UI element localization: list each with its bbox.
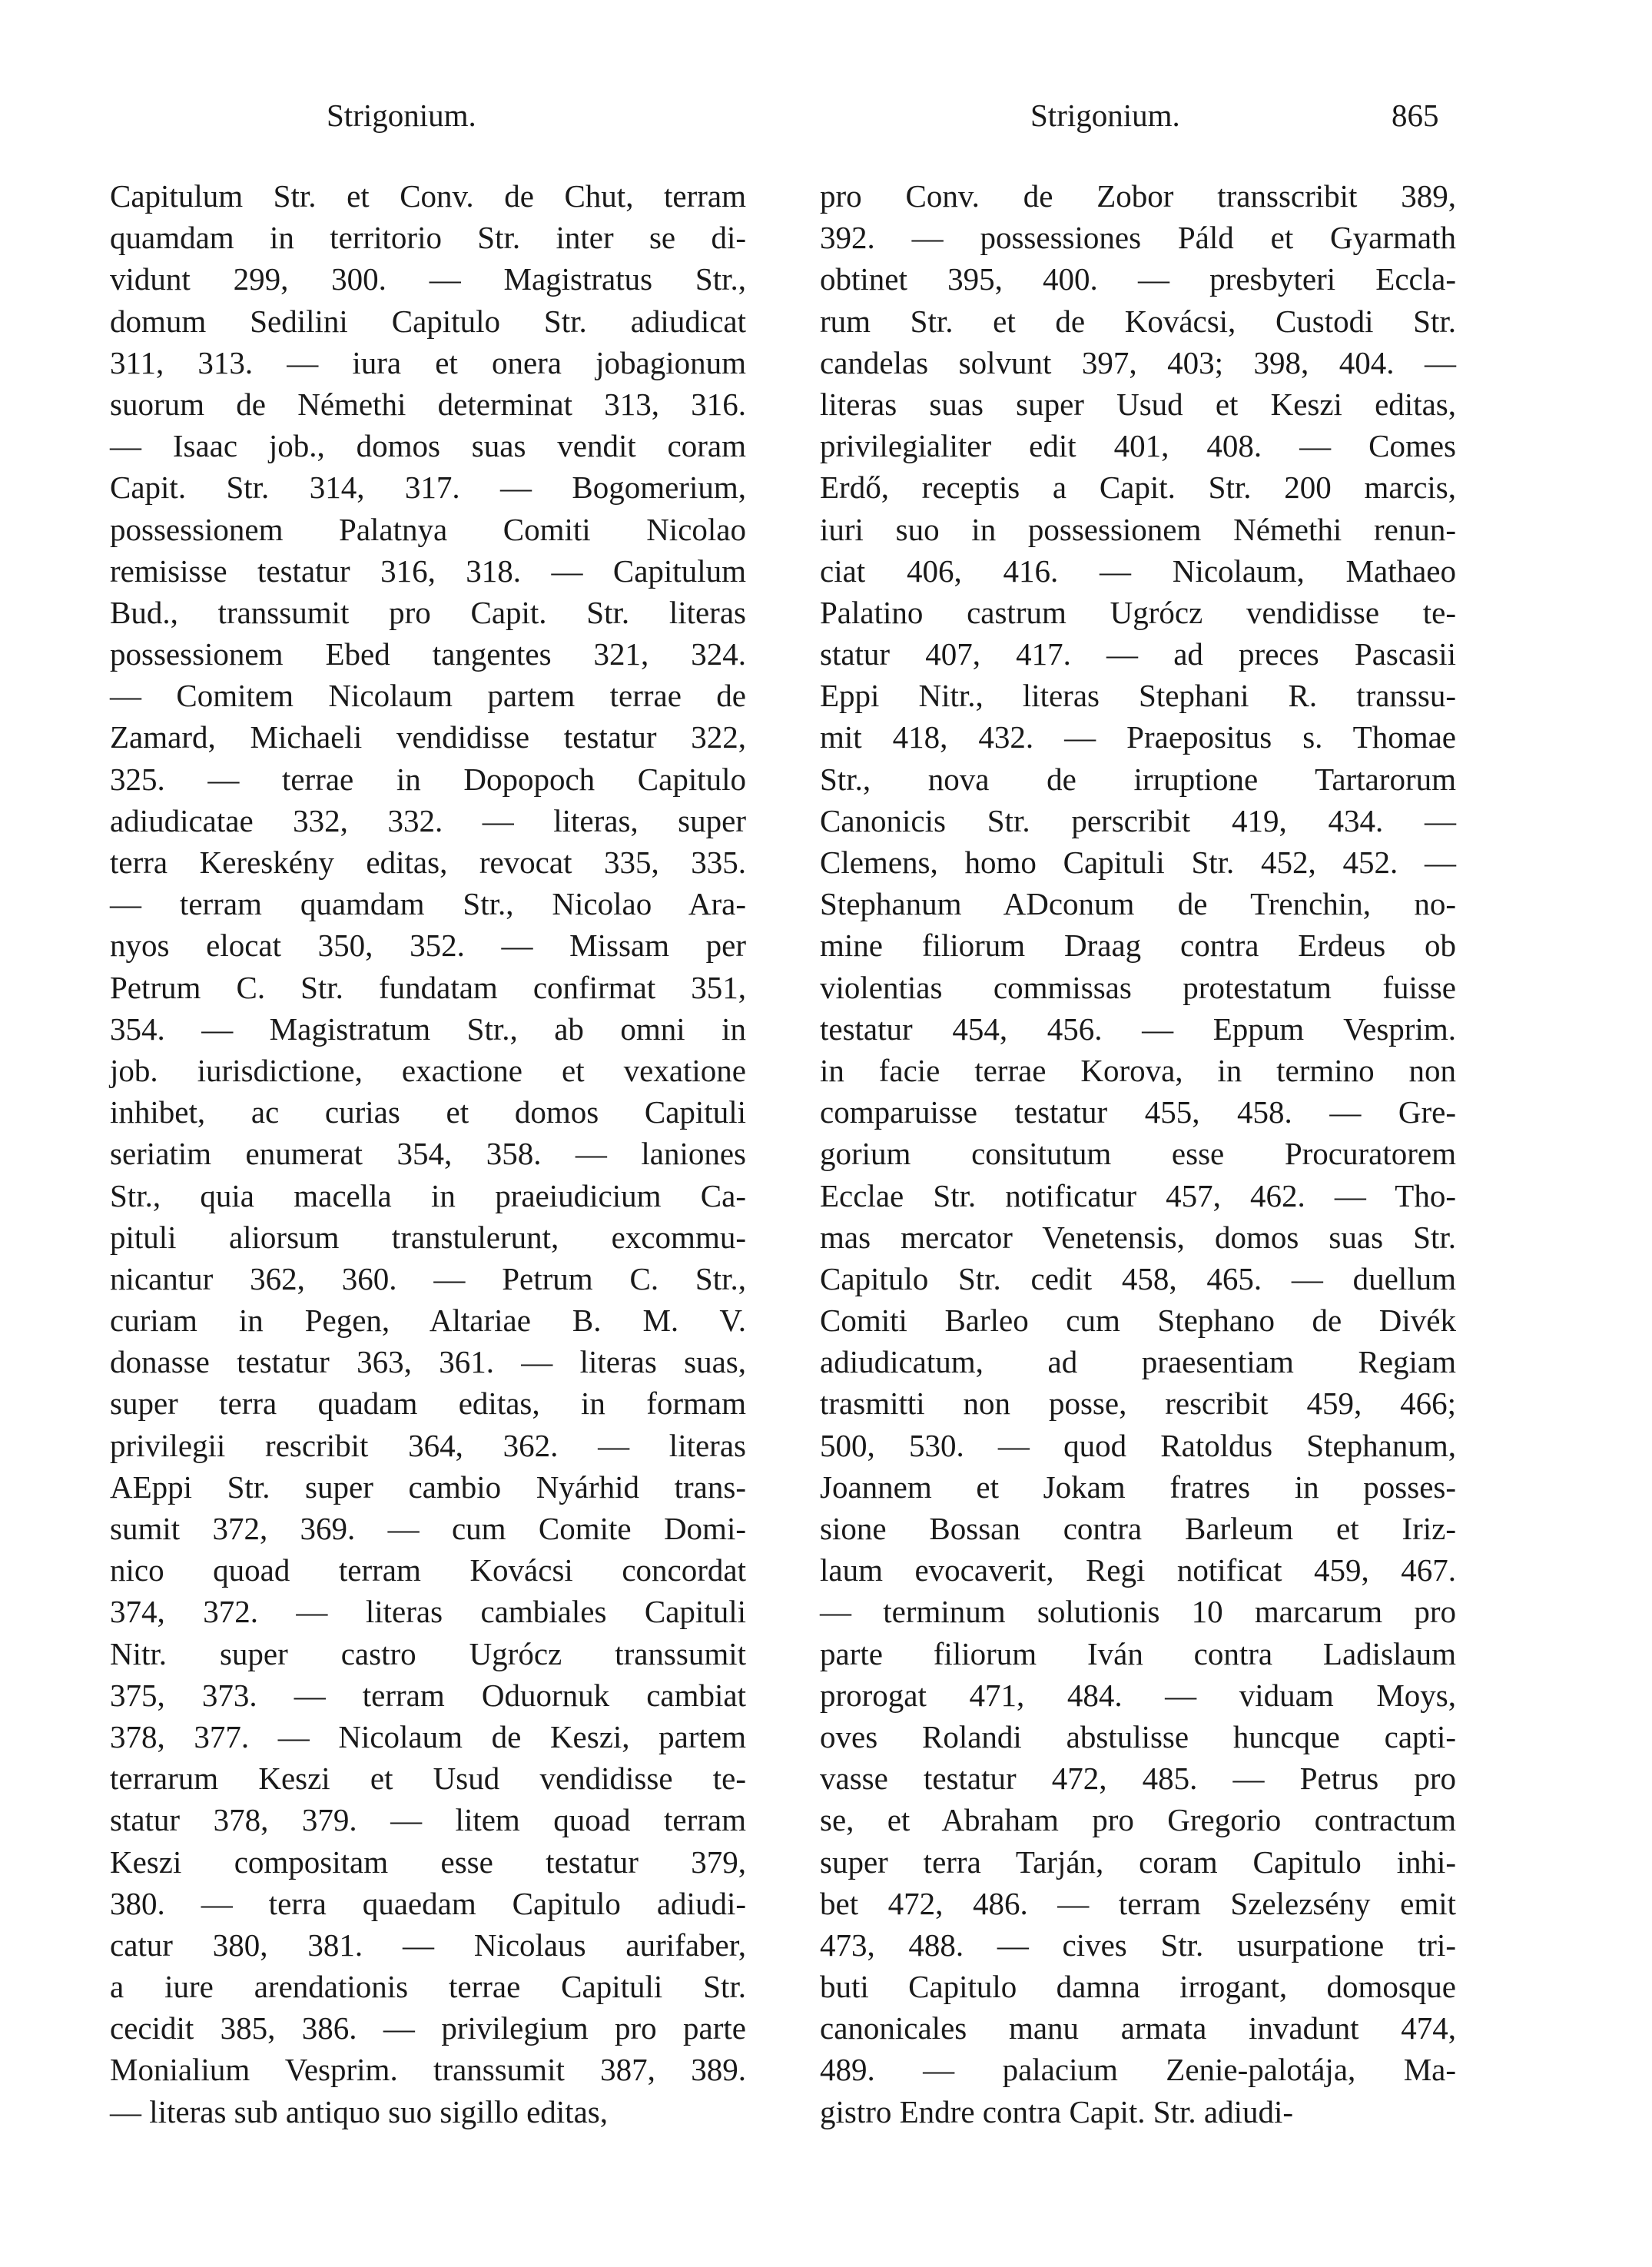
text-line: mas mercator Venetensis, domos suas Str. [820, 1219, 1456, 1255]
text-line: vidunt 299, 300. — Magistratus Str., [110, 261, 746, 297]
text-line: Clemens, homo Capituli Str. 452, 452. — [820, 845, 1456, 880]
text-line: super terra quadam editas, in formam [110, 1386, 746, 1422]
text-line: canonicales manu armata invadunt 474, [820, 2010, 1456, 2046]
text-line: mine filiorum Draag contra Erdeus ob [820, 928, 1456, 964]
text-line: curiam in Pegen, Altariae B. M. V. [110, 1303, 746, 1339]
text-line: 392. — possessiones Páld et Gyarmath [820, 220, 1456, 256]
text-line: privilegialiter edit 401, 408. — Comes [820, 428, 1456, 464]
text-line: 473, 488. — cives Str. usurpatione tri- [820, 1927, 1456, 1963]
text-line: Stephanum ADconum de Trenchin, no- [820, 886, 1456, 922]
text-line: — terram quamdam Str., Nicolao Ara- [110, 886, 746, 922]
text-line: nico quoad terram Kovácsi concordat [110, 1552, 746, 1588]
text-line: 380. — terra quaedam Capitulo adiudi- [110, 1885, 746, 1921]
text-line: bet 472, 486. — terram Szelezsény emit [820, 1885, 1456, 1921]
text-line: Erdő, receptis a Capit. Str. 200 marcis, [820, 470, 1456, 506]
text-line: Nitr. super castro Ugrócz transsumit [110, 1635, 746, 1671]
text-line: iuri suo in possessionem Némethi renun- [820, 511, 1456, 547]
page-number: 865 [1392, 98, 1439, 133]
text-line: adiudicatae 332, 332. — literas, super [110, 802, 746, 838]
text-line: violentias commissas protestatum fuisse [820, 969, 1456, 1005]
text-line: privilegii rescribit 364, 362. — literas [110, 1427, 746, 1463]
text-line: — Isaac job., domos suas vendit coram [110, 428, 746, 464]
text-line: — Comitem Nicolaum partem terrae de [110, 678, 746, 714]
text-line: — literas sub antiquo suo sigillo editas, [110, 2093, 608, 2129]
text-line: Comiti Barleo cum Stephano de Divék [820, 1303, 1456, 1339]
text-line: candelas solvunt 397, 403; 398, 404. — [820, 344, 1456, 380]
text-line: Keszi compositam esse testatur 379, [110, 1844, 746, 1880]
text-line: Eppi Nitr., literas Stephani R. transsu- [820, 678, 1456, 714]
text-line: sumit 372, 369. — cum Comite Domi- [110, 1511, 746, 1546]
text-line: pituli aliorsum transtulerunt, excommu- [110, 1219, 746, 1255]
running-head-left: Strigonium. [327, 98, 476, 133]
text-line: nicantur 362, 360. — Petrum C. Str., [110, 1260, 746, 1296]
text-line: 500, 530. — quod Ratoldus Stephanum, [820, 1427, 1456, 1463]
text-line: terrarum Keszi et Usud vendidisse te- [110, 1761, 746, 1797]
text-line: AEppi Str. super cambio Nyárhid trans- [110, 1469, 746, 1505]
text-line: cecidit 385, 386. — privilegium pro parte [110, 2010, 746, 2046]
text-line: Str., quia macella in praeiudicium Ca- [110, 1177, 746, 1213]
text-line: testatur 454, 456. — Eppum Vesprim. [820, 1011, 1456, 1047]
text-line: prorogat 471, 484. — viduam Moys, [820, 1677, 1456, 1713]
running-head-right: Strigonium. [1030, 98, 1180, 133]
text-line: Monialium Vesprim. transsumit 387, 389. [110, 2052, 746, 2088]
text-line: ciat 406, 416. — Nicolaum, Mathaeo [820, 553, 1456, 589]
text-line: 375, 373. — terram Oduornuk cambiat [110, 1677, 746, 1713]
text-line: comparuisse testatur 455, 458. — Gre- [820, 1094, 1456, 1130]
left-text-column [110, 175, 746, 2133]
text-line: terra Kereskény editas, revocat 335, 335. [110, 845, 746, 880]
text-line: Petrum C. Str. fundatam confirmat 351, [110, 969, 746, 1005]
text-line: rum Str. et de Kovácsi, Custodi Str. [820, 303, 1456, 339]
text-line: mit 418, 432. — Praepositus s. Thomae [820, 719, 1456, 755]
text-line: Canonicis Str. perscribit 419, 434. — [820, 802, 1456, 838]
text-line: obtinet 395, 400. — presbyteri Eccla- [820, 261, 1456, 297]
text-line: gistro Endre contra Capit. Str. adiudi- [820, 2093, 1294, 2129]
text-line: Joannem et Jokam fratres in posses- [820, 1469, 1456, 1505]
text-line: quamdam in territorio Str. inter se di- [110, 220, 746, 256]
text-line: in facie terrae Korova, in termino non [820, 1052, 1456, 1088]
text-line: seriatim enumerat 354, 358. — laniones [110, 1136, 746, 1172]
text-line: 489. — palacium Zenie-palotája, Ma- [820, 2052, 1456, 2088]
text-line: job. iurisdictione, exactione et vexatione [110, 1052, 746, 1088]
text-line: adiudicatum, ad praesentiam Regiam [820, 1344, 1456, 1380]
text-line: se, et Abraham pro Gregorio contractum [820, 1802, 1456, 1838]
text-line: laum evocaverit, Regi notificat 459, 467. [820, 1552, 1456, 1588]
text-line: domum Sedilini Capitulo Str. adiudicat [110, 303, 746, 339]
text-line: buti Capitulo damna irrogant, domosque [820, 1969, 1456, 2005]
right-text-column [820, 175, 1456, 2133]
text-line: oves Rolandi abstulisse huncque capti- [820, 1718, 1456, 1754]
text-line: Capit. Str. 314, 317. — Bogomerium, [110, 470, 746, 506]
text-line: statur 378, 379. — litem quoad terram [110, 1802, 746, 1838]
text-line: catur 380, 381. — Nicolaus aurifaber, [110, 1927, 746, 1963]
text-line: pro Conv. de Zobor transscribit 389, [820, 178, 1456, 214]
text-line: donasse testatur 363, 361. — literas suas, [110, 1344, 746, 1380]
text-line: possessionem Ebed tangentes 321, 324. [110, 636, 746, 672]
text-line: Str., nova de irruptione Tartarorum [820, 761, 1456, 797]
text-line: 311, 313. — iura et onera jobagionum [110, 344, 746, 380]
text-line: parte filiorum Iván contra Ladislaum [820, 1635, 1456, 1671]
text-line: statur 407, 417. — ad preces Pascasii [820, 636, 1456, 672]
text-line: Bud., transsumit pro Capit. Str. literas [110, 594, 746, 630]
text-line: remisisse testatur 316, 318. — Capitulum [110, 553, 746, 589]
text-line: trasmitti non posse, rescribit 459, 466; [820, 1386, 1456, 1422]
text-line: Zamard, Michaeli vendidisse testatur 322, [110, 719, 746, 755]
text-line: Ecclae Str. notificatur 457, 462. — Tho- [820, 1177, 1456, 1213]
text-line: super terra Tarján, coram Capitulo inhi- [820, 1844, 1456, 1880]
text-line: 325. — terrae in Dopopoch Capitulo [110, 761, 746, 797]
text-line: inhibet, ac curias et domos Capituli [110, 1094, 746, 1130]
text-line: sione Bossan contra Barleum et Iriz- [820, 1511, 1456, 1546]
text-line: Capitulum Str. et Conv. de Chut, terram [110, 178, 746, 214]
text-line: 378, 377. — Nicolaum de Keszi, partem [110, 1718, 746, 1754]
text-line: 354. — Magistratum Str., ab omni in [110, 1011, 746, 1047]
text-line: nyos elocat 350, 352. — Missam per [110, 928, 746, 964]
text-line: gorium consitutum esse Procuratorem [820, 1136, 1456, 1172]
text-line: possessionem Palatnya Comiti Nicolao [110, 511, 746, 547]
text-line: literas suas super Usud et Keszi editas, [820, 386, 1456, 422]
text-line: Palatino castrum Ugrócz vendidisse te- [820, 594, 1456, 630]
text-line: suorum de Némethi determinat 313, 316. [110, 386, 746, 422]
text-line: vasse testatur 472, 485. — Petrus pro [820, 1761, 1456, 1797]
text-line: — terminum solutionis 10 marcarum pro [820, 1594, 1456, 1630]
text-line: Capitulo Str. cedit 458, 465. — duellum [820, 1260, 1456, 1296]
text-line: 374, 372. — literas cambiales Capituli [110, 1594, 746, 1630]
text-line: a iure arendationis terrae Capituli Str. [110, 1969, 746, 2005]
